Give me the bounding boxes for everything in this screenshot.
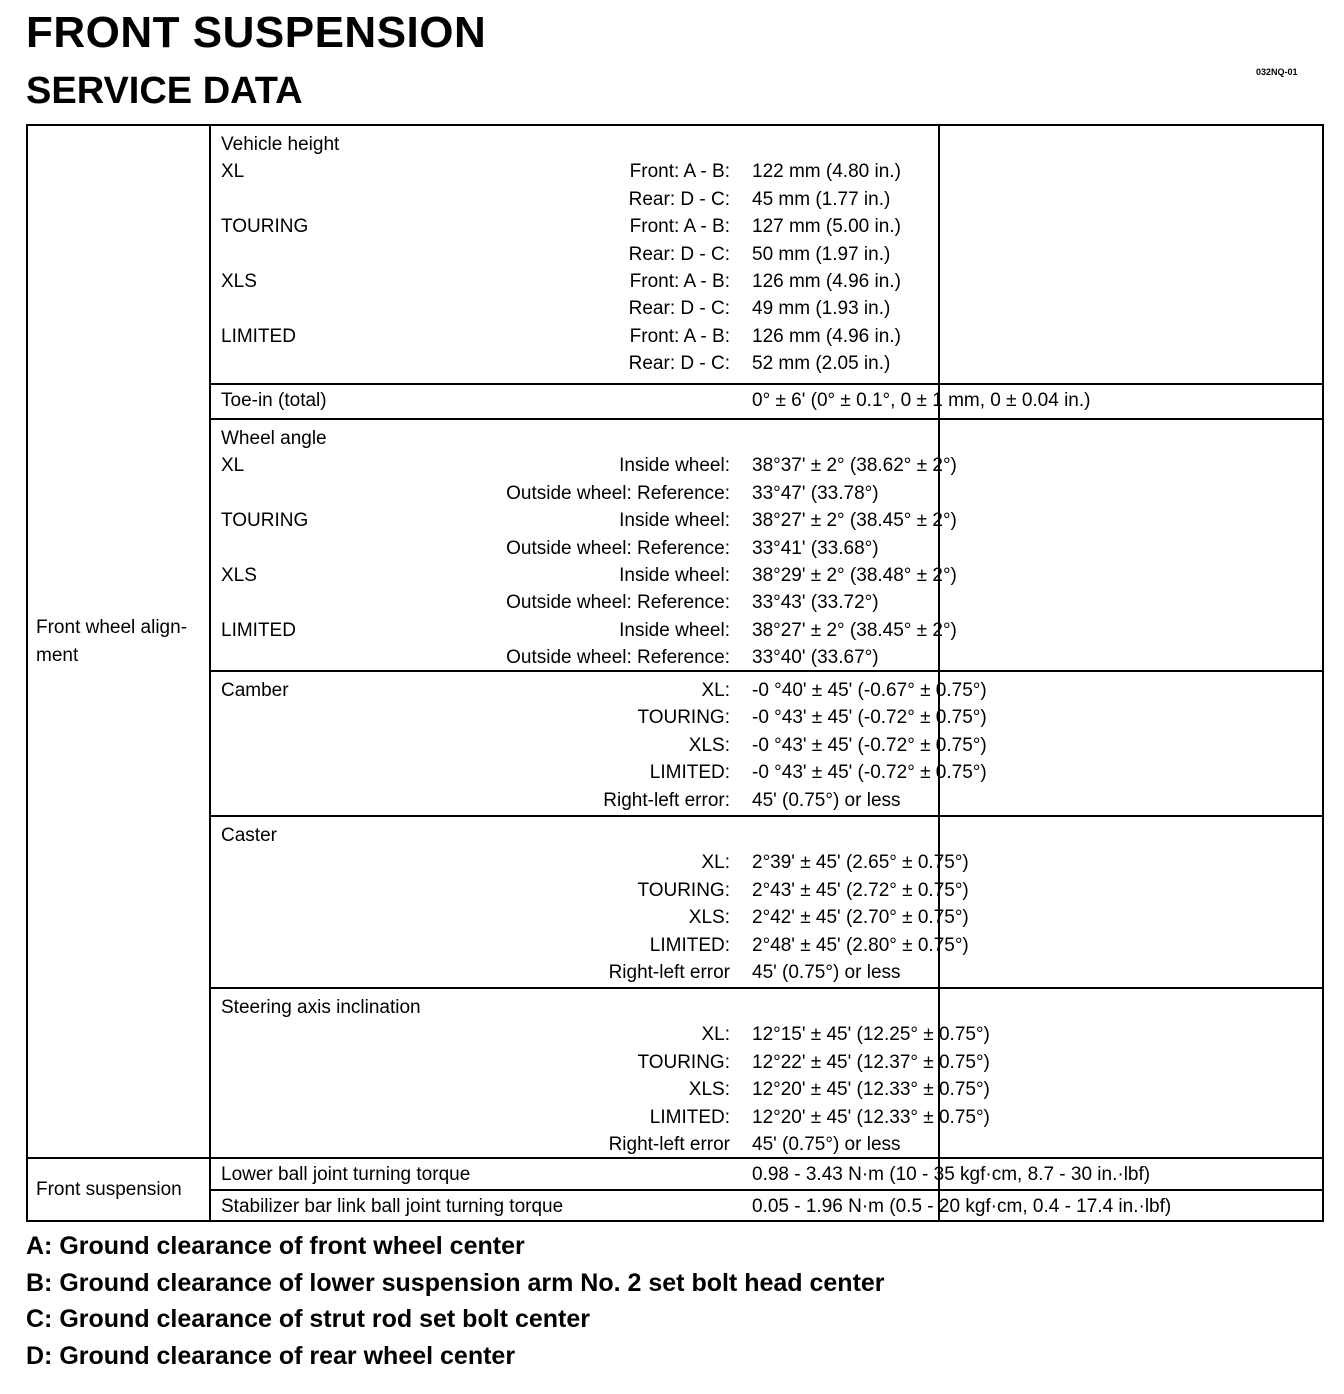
spec-label bbox=[211, 323, 744, 350]
spec-sublabel: Inside wheel: bbox=[619, 510, 730, 532]
spec-value: 45' (0.75°) or less bbox=[752, 961, 901, 983]
group-label-front-wheel-alignment: Front wheel align- ment bbox=[28, 126, 211, 1159]
spec-item: Lower ball joint turning torque bbox=[221, 1164, 471, 1185]
spec-label bbox=[211, 131, 744, 158]
spec-label bbox=[211, 759, 744, 786]
spec-value: 45' (0.75°) or less bbox=[752, 1133, 901, 1155]
spec-line bbox=[211, 677, 1322, 704]
spec-line bbox=[211, 822, 1322, 849]
spec-label bbox=[211, 268, 744, 295]
spec-line bbox=[211, 507, 1322, 534]
spec-sublabel: LIMITED: bbox=[649, 1106, 730, 1128]
spec-section bbox=[211, 989, 1322, 1159]
spec-line bbox=[211, 617, 1322, 644]
spec-section bbox=[211, 420, 1322, 672]
spec-sublabel: XLS: bbox=[688, 1079, 730, 1101]
spec-value: 126 mm (4.96 in.) bbox=[752, 270, 901, 292]
spec-value: 33°41' (33.68°) bbox=[752, 537, 879, 559]
spec-line bbox=[211, 877, 1322, 904]
spec-item: XL bbox=[221, 455, 245, 477]
spec-line bbox=[211, 1049, 1322, 1076]
spec-line bbox=[211, 268, 1322, 295]
spec-sublabel: Right-left error bbox=[608, 961, 730, 983]
spec-sublabel: LIMITED: bbox=[649, 934, 730, 956]
spec-label bbox=[211, 425, 744, 452]
spec-label bbox=[211, 562, 744, 589]
group-label-front-suspension: Front suspension bbox=[28, 1159, 211, 1221]
spec-value: -0 °40' ± 45' (-0.67° ± 0.75°) bbox=[752, 680, 987, 701]
spec-label bbox=[211, 186, 744, 213]
spec-line bbox=[211, 732, 1322, 759]
spec-line bbox=[211, 241, 1322, 268]
spec-line bbox=[211, 158, 1322, 185]
spec-label bbox=[211, 589, 744, 616]
spec-value: 52 mm (2.05 in.) bbox=[752, 353, 891, 375]
spec-sublabel: Front: A - B: bbox=[629, 161, 730, 183]
spec-line bbox=[211, 932, 1322, 959]
spec-value: -0 °43' ± 45' (-0.72° ± 0.75°) bbox=[752, 734, 987, 756]
spec-label bbox=[211, 1104, 744, 1131]
spec-value: 45 mm (1.77 in.) bbox=[752, 188, 891, 210]
spec-value bbox=[744, 994, 752, 1021]
spec-line bbox=[211, 295, 1322, 322]
spec-sublabel: Outside wheel: Reference: bbox=[506, 592, 730, 614]
spec-line bbox=[211, 787, 1322, 814]
spec-sublabel: Front: A - B: bbox=[629, 216, 730, 238]
spec-value: 127 mm (5.00 in.) bbox=[752, 216, 901, 238]
spec-sublabel: Rear: D - C: bbox=[628, 243, 730, 265]
spec-item: XLS bbox=[221, 564, 257, 586]
spec-item: Vehicle height bbox=[221, 134, 340, 155]
spec-sublabel: Inside wheel: bbox=[619, 455, 730, 477]
spec-value: 12°20' ± 45' (12.33° ± 0.75°) bbox=[752, 1106, 990, 1128]
spec-value: 33°47' (33.78°) bbox=[752, 482, 879, 504]
spec-label bbox=[211, 822, 744, 849]
spec-sublabel: XLS: bbox=[688, 907, 730, 929]
spec-label bbox=[211, 994, 744, 1021]
spec-section bbox=[211, 1159, 1322, 1191]
spec-label bbox=[211, 732, 744, 759]
spec-value: 12°20' ± 45' (12.33° ± 0.75°) bbox=[752, 1079, 990, 1101]
spec-item: Wheel angle bbox=[221, 428, 327, 449]
spec-sublabel: Right-left error bbox=[608, 1133, 730, 1155]
spec-line bbox=[211, 562, 1322, 589]
note-a: A: Ground clearance of front wheel center bbox=[26, 1232, 525, 1260]
spec-label bbox=[211, 904, 744, 931]
spec-value bbox=[744, 131, 752, 158]
spec-line bbox=[211, 213, 1322, 240]
spec-sublabel: Right-left error: bbox=[603, 789, 730, 811]
spec-label bbox=[211, 213, 744, 240]
spec-label bbox=[211, 158, 744, 185]
spec-item: Toe-in (total) bbox=[221, 390, 327, 411]
spec-label bbox=[211, 932, 744, 959]
spec-line bbox=[211, 1076, 1322, 1103]
spec-item: Camber bbox=[221, 680, 289, 701]
spec-item: LIMITED bbox=[221, 325, 296, 347]
spec-label bbox=[211, 535, 744, 562]
section-title: SERVICE DATA bbox=[26, 70, 303, 112]
spec-value: 2°48' ± 45' (2.80° ± 0.75°) bbox=[752, 934, 969, 956]
spec-line bbox=[211, 589, 1322, 616]
spec-value: 0° ± 6' (0° ± 0.1°, 0 ± 1 mm, 0 ± 0.04 in.) bbox=[752, 390, 1091, 411]
spec-value: 0.05 - 1.96 N·m (0.5 - 20 kgf·cm, 0.4 - 17.4 in.·lbf) bbox=[752, 1196, 1172, 1217]
spec-value bbox=[744, 822, 752, 849]
spec-line bbox=[211, 387, 1322, 414]
spec-value: 38°37' ± 2° (38.62° ± 2°) bbox=[752, 455, 957, 477]
spec-sublabel: Rear: D - C: bbox=[628, 188, 730, 210]
spec-value bbox=[744, 425, 752, 452]
spec-item: XLS bbox=[221, 270, 257, 292]
legend-notes bbox=[26, 1228, 885, 1374]
spec-line bbox=[211, 959, 1322, 986]
spec-value: 50 mm (1.97 in.) bbox=[752, 243, 891, 265]
spec-line bbox=[211, 849, 1322, 876]
figure-code: 032NQ-01 bbox=[1256, 67, 1298, 77]
spec-label bbox=[211, 452, 744, 479]
spec-label bbox=[211, 644, 744, 671]
spec-sublabel: TOURING: bbox=[637, 707, 730, 729]
spec-sublabel: Inside wheel: bbox=[619, 619, 730, 641]
spec-line bbox=[211, 1131, 1322, 1158]
spec-line bbox=[211, 452, 1322, 479]
spec-value: 33°40' (33.67°) bbox=[752, 647, 879, 669]
spec-section bbox=[211, 385, 1322, 420]
spec-sublabel: Front: A - B: bbox=[629, 325, 730, 347]
spec-value: 45' (0.75°) or less bbox=[752, 789, 901, 811]
spec-label bbox=[211, 1049, 744, 1076]
spec-item: XL bbox=[221, 161, 245, 183]
spec-line bbox=[211, 759, 1322, 786]
spec-line bbox=[211, 1104, 1322, 1131]
spec-label bbox=[211, 1193, 744, 1220]
spec-value: 33°43' (33.72°) bbox=[752, 592, 879, 614]
spec-label bbox=[211, 849, 744, 876]
spec-label bbox=[211, 704, 744, 731]
spec-item: TOURING bbox=[221, 216, 309, 238]
service-data-table bbox=[26, 124, 1324, 1222]
spec-label bbox=[211, 295, 744, 322]
spec-sublabel: LIMITED: bbox=[649, 762, 730, 784]
spec-sublabel: Front: A - B: bbox=[629, 270, 730, 292]
spec-value: 2°43' ± 45' (2.72° ± 0.75°) bbox=[752, 879, 969, 901]
spec-value: 38°27' ± 2° (38.45° ± 2°) bbox=[752, 619, 957, 641]
spec-sublabel: XL: bbox=[701, 852, 730, 874]
spec-label bbox=[211, 480, 744, 507]
spec-value: -0 °43' ± 45' (-0.72° ± 0.75°) bbox=[752, 707, 987, 729]
spec-line bbox=[211, 131, 1322, 158]
spec-value: 49 mm (1.93 in.) bbox=[752, 298, 891, 320]
spec-item: Caster bbox=[221, 825, 277, 846]
spec-sublabel: Rear: D - C: bbox=[628, 353, 730, 375]
spec-value: 2°39' ± 45' (2.65° ± 0.75°) bbox=[752, 852, 969, 874]
spec-sublabel: XL: bbox=[701, 680, 730, 701]
spec-line bbox=[211, 904, 1322, 931]
spec-value: 0.98 - 3.43 N·m (10 - 35 kgf·cm, 8.7 - 30 in.·lbf) bbox=[752, 1164, 1151, 1185]
spec-label bbox=[211, 1131, 744, 1158]
spec-section bbox=[211, 672, 1322, 817]
spec-line bbox=[211, 704, 1322, 731]
spec-sublabel: Inside wheel: bbox=[619, 564, 730, 586]
spec-value: 12°22' ± 45' (12.37° ± 0.75°) bbox=[752, 1051, 990, 1073]
spec-item: Steering axis inclination bbox=[221, 997, 421, 1018]
note-d: D: Ground clearance of rear wheel center bbox=[26, 1341, 516, 1370]
spec-label bbox=[211, 677, 744, 704]
spec-sublabel: Outside wheel: Reference: bbox=[506, 647, 730, 669]
spec-item: LIMITED bbox=[221, 619, 296, 641]
spec-value: -0 °43' ± 45' (-0.72° ± 0.75°) bbox=[752, 762, 987, 784]
spec-line bbox=[211, 1161, 1322, 1188]
spec-label bbox=[211, 787, 744, 814]
spec-item: TOURING bbox=[221, 510, 309, 532]
spec-line bbox=[211, 480, 1322, 507]
spec-sublabel: Rear: D - C: bbox=[628, 298, 730, 320]
spec-label bbox=[211, 877, 744, 904]
spec-line bbox=[211, 1021, 1322, 1048]
spec-label bbox=[211, 1021, 744, 1048]
note-b: B: Ground clearance of lower suspension arm No. 2 set bolt head center bbox=[26, 1268, 885, 1297]
spec-line bbox=[211, 644, 1322, 671]
note-c: C: Ground clearance of strut rod set bolt center bbox=[26, 1305, 590, 1333]
spec-label bbox=[211, 507, 744, 534]
spec-line bbox=[211, 425, 1322, 452]
spec-line bbox=[211, 1193, 1322, 1220]
spec-label bbox=[211, 350, 744, 377]
spec-label bbox=[211, 1161, 744, 1188]
spec-value: 122 mm (4.80 in.) bbox=[752, 161, 901, 183]
spec-line bbox=[211, 535, 1322, 562]
spec-sublabel: XLS: bbox=[688, 734, 730, 756]
spec-label bbox=[211, 241, 744, 268]
spec-section bbox=[211, 1191, 1322, 1222]
spec-sublabel: XL: bbox=[701, 1024, 730, 1046]
spec-sublabel: TOURING: bbox=[637, 1051, 730, 1073]
spec-sublabel: TOURING: bbox=[637, 879, 730, 901]
spec-line bbox=[211, 186, 1322, 213]
spec-line bbox=[211, 323, 1322, 350]
spec-label bbox=[211, 959, 744, 986]
spec-line bbox=[211, 350, 1322, 377]
spec-value: 38°27' ± 2° (38.45° ± 2°) bbox=[752, 510, 957, 532]
spec-value: 126 mm (4.96 in.) bbox=[752, 325, 901, 347]
spec-label bbox=[211, 1076, 744, 1103]
spec-value: 2°42' ± 45' (2.70° ± 0.75°) bbox=[752, 907, 969, 929]
spec-item: Stabilizer bar link ball joint turning torque bbox=[221, 1196, 564, 1217]
spec-section bbox=[211, 126, 1322, 385]
spec-value: 38°29' ± 2° (38.48° ± 2°) bbox=[752, 564, 957, 586]
page-title: FRONT SUSPENSION bbox=[26, 8, 487, 57]
spec-sublabel: Outside wheel: Reference: bbox=[506, 482, 730, 504]
spec-label bbox=[211, 387, 744, 414]
spec-sublabel: Outside wheel: Reference: bbox=[506, 537, 730, 559]
spec-label bbox=[211, 617, 744, 644]
spec-line bbox=[211, 994, 1322, 1021]
spec-section bbox=[211, 817, 1322, 989]
spec-value: 12°15' ± 45' (12.25° ± 0.75°) bbox=[752, 1024, 990, 1046]
